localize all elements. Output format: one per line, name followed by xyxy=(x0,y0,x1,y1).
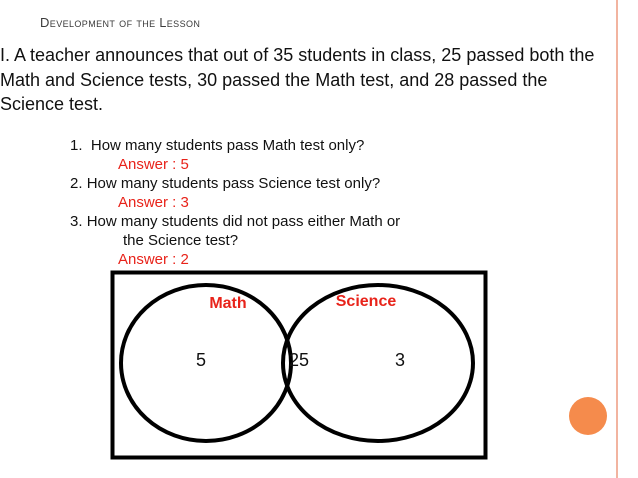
question-3 xyxy=(70,212,400,231)
answer-3: Answer : 2 xyxy=(118,251,189,268)
science-only-value: 3 xyxy=(394,350,406,370)
math-label: Math xyxy=(209,295,247,312)
venn-svg xyxy=(110,270,488,460)
answer-1: Answer : 5 xyxy=(118,156,189,173)
problem-statement: I. A teacher announces that out of 35 students in class, 25 passed both the Math and Science tests, 30 passed the Math test, and 28 passed the Science test. xyxy=(0,45,595,114)
question-2-number: 2. xyxy=(70,175,83,192)
decorative-orange-circle xyxy=(569,397,607,435)
math-only-value: 5 xyxy=(195,350,207,370)
question-1 xyxy=(70,136,400,155)
answer-2: Answer : 3 xyxy=(118,194,189,211)
science-label: Science xyxy=(335,293,397,310)
question-3-number: 3. xyxy=(70,213,83,230)
venn-diagram xyxy=(110,270,488,460)
question-1-text: How many students pass Math test only? xyxy=(90,137,365,154)
slide-heading: Development of the Lesson xyxy=(40,15,201,30)
both-value: 25 xyxy=(288,350,310,370)
question-2 xyxy=(70,174,400,193)
question-2-text: How many students pass Science test only? xyxy=(86,175,381,192)
question-3-text: How many students did not pass either Math or xyxy=(86,213,401,230)
question-list xyxy=(70,136,400,269)
question-1-number: 1. xyxy=(70,137,83,154)
question-3-continuation: the Science test? xyxy=(123,232,239,249)
right-border-line xyxy=(616,0,618,478)
